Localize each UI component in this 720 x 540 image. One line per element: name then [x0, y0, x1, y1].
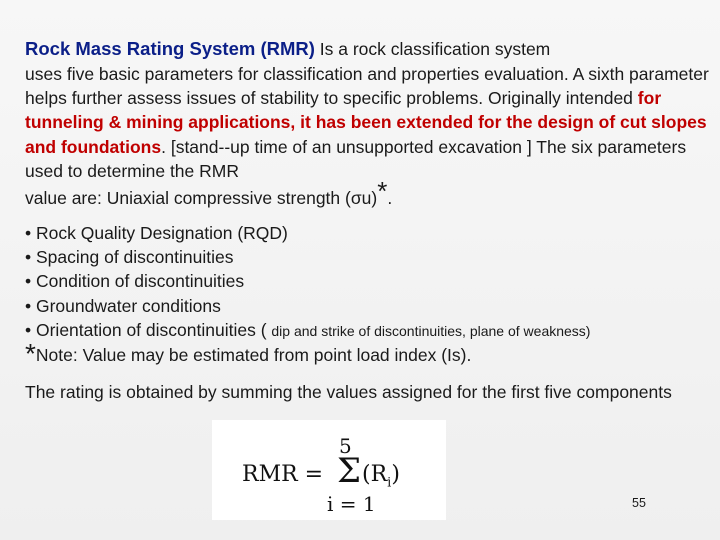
- list-item-orientation: [25, 318, 715, 343]
- formula-upper-limit: 5: [339, 434, 352, 458]
- page-number: 55: [632, 496, 646, 510]
- intro-paragraph: [25, 62, 715, 183]
- formula-rhs-close: ): [391, 462, 400, 487]
- list-item: • Groundwater conditions: [25, 295, 221, 316]
- intro-text-2: . [stand--up time of an unsupported excavation ] The six parameters used to determine the RMR: [25, 136, 687, 181]
- list-item: • Spacing of discontinuities: [25, 247, 234, 268]
- formula-rhs: [362, 462, 400, 490]
- orientation-label: • Orientation of discontinuities (: [25, 319, 272, 340]
- closing-paragraph: The rating is obtained by summing the values assigned for the first five components: [25, 382, 672, 402]
- uniaxial-line: [25, 176, 715, 210]
- uniaxial-end: .: [387, 188, 393, 208]
- orientation-detail: dip and strike of discontinuities, plane of weakness): [271, 322, 591, 339]
- formula-lower-limit: i = 1: [327, 492, 376, 516]
- list-item: • Rock Quality Designation (RQD): [25, 223, 288, 243]
- uniaxial-star: *: [377, 176, 388, 206]
- note-text: Note: Value may be estimated from point load index (Is).: [35, 345, 472, 365]
- formula-rhs-sub: i: [387, 475, 392, 491]
- formula-lhs: RMR =: [242, 462, 324, 487]
- formula-rhs-open: (R: [362, 462, 388, 487]
- list-item: • Condition of discontinuities: [25, 271, 245, 292]
- summation-symbol: Σ: [337, 451, 362, 491]
- note-star: *: [25, 338, 36, 369]
- rmr-formula: [212, 420, 446, 520]
- title-line: [25, 38, 705, 60]
- title-tail: Is a rock classification system: [314, 39, 551, 59]
- intro-text-1: uses five basic parameters for classification and properties evaluation. A sixth parameter helps further assess issues of stability to specific problems. Originally intended: [25, 64, 709, 109]
- formula-image: [212, 420, 446, 520]
- uniaxial-text: value are: Uniaxial compressive strength (σu): [25, 188, 378, 208]
- intro-highlight: for tunneling & mining applications, it has been extended for the design of cut slopes and foundations: [25, 88, 707, 157]
- parameter-list: [25, 221, 715, 343]
- note-line: [25, 338, 715, 369]
- slide-title: Rock Mass Rating System (RMR): [25, 38, 315, 59]
